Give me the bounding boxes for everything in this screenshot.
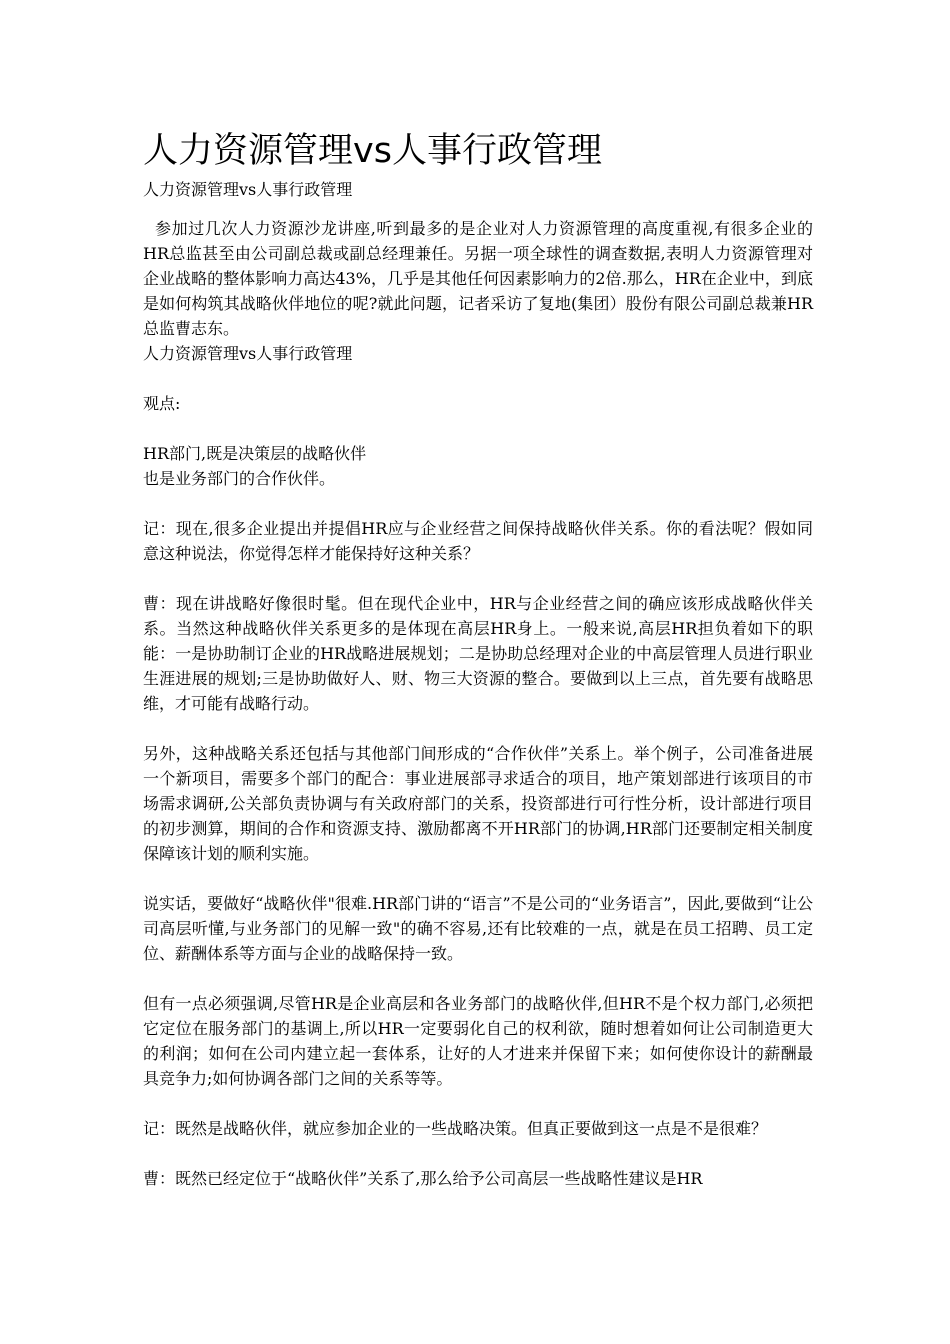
spacer: [143, 866, 813, 891]
intro-paragraph: 参加过几次人力资源沙龙讲座,听到最多的是企业对人力资源管理的高度重视,有很多企业的HR总监甚至由公司副总裁或副总经理兼任。另据一项全球性的调查数据,表明人力资源管理对企业战略的整体影响力高达43%，几乎是其他任何因素影响力的2倍.那么，HR在企业中，到底是如何构筑其战略伙伴地位的呢?就此问题，记者采访了复地(集团）股份有限公司副总裁兼HR总监曹志东。: [143, 219, 813, 338]
viewpoint-line: 也是业务部门的合作伙伴。: [143, 469, 336, 488]
interview-answer: 曹：既然已经定位于“战略伙伴”关系了,那么给予公司高层一些战略性建议是HR: [143, 1169, 703, 1188]
spacer: [143, 716, 813, 741]
spacer: [143, 416, 813, 441]
document-subtitle: 人力资源管理vs人事行政管理: [143, 180, 353, 199]
spacer: [143, 1141, 813, 1166]
spacer: [143, 1091, 813, 1116]
viewpoint-label: 观点:: [143, 394, 181, 413]
document-title: 人力资源管理vs人事行政管理: [143, 131, 602, 171]
spacer: [143, 366, 813, 391]
spacer: [143, 491, 813, 516]
body-paragraph: 但有一点必须强调,尽管HR是企业高层和各业务部门的战略伙伴,但HR不是个权力部门,必须把它定位在服务部门的基调上,所以HR一定要弱化自己的权利欲，随时想着如何让公司制造更大的利润；如何在公司内建立起一套体系，让好的人才进来并保留下来；如何使你设计的薪酬最具竞争力;如何协调各部门之间的关系等等。: [143, 994, 813, 1088]
interview-question: 记：既然是战略伙伴，就应参加企业的一些战略决策。但真正要做到这一点是不是很难？: [143, 1119, 768, 1138]
subtitle-repeat: 人力资源管理vs人事行政管理: [143, 344, 353, 363]
body-paragraph: 说实话，要做好“战略伙伴"很难.HR部门讲的“语言”不是公司的“业务语言”，因此,要做到“让公司高层听懂,与业务部门的见解一致"的确不容易,还有比较难的一点，就是在员工招聘、员工定位、薪酬体系等方面与企业的战略保持一致。: [143, 894, 813, 963]
spacer: [143, 966, 813, 991]
viewpoint-line: HR部门,既是决策层的战略伙伴: [143, 444, 367, 463]
interview-answer: 曹：现在讲战略好像很时髦。但在现代企业中，HR与企业经营之间的确应该形成战略伙伴关系。当然这种战略伙伴关系更多的是体现在高层HR身上。一般来说,高层HR担负着如下的职能：一是协助制订企业的HR战略进展规划；二是协助总经理对企业的中高层管理人员进行职业生涯进展的规划;三是协助做好人、财、物三大资源的整合。要做到以上三点，首先要有战略思维，才可能有战略行动。: [143, 594, 813, 713]
interview-question: 记：现在,很多企业提出并提倡HR应与企业经营之间保持战略伙伴关系。你的看法呢？假如同意这种说法，你觉得怎样才能保持好这种关系？: [143, 519, 813, 563]
body-paragraph: 另外，这种战略关系还包括与其他部门间形成的“合作伙伴”关系上。举个例子，公司准备进展一个新项目，需要多个部门的配合：事业进展部寻求适合的项目，地产策划部进行该项目的市场需求调研,公关部负责协调与有关政府部门的关系，投资部进行可行性分析，设计部进行项目的初步测算，期间的合作和资源支持、激励都离不开HR部门的协调,HR部门还要制定相关制度保障该计划的顺利实施。: [143, 744, 813, 863]
spacer: [143, 566, 813, 591]
document-body: [143, 126, 813, 1191]
